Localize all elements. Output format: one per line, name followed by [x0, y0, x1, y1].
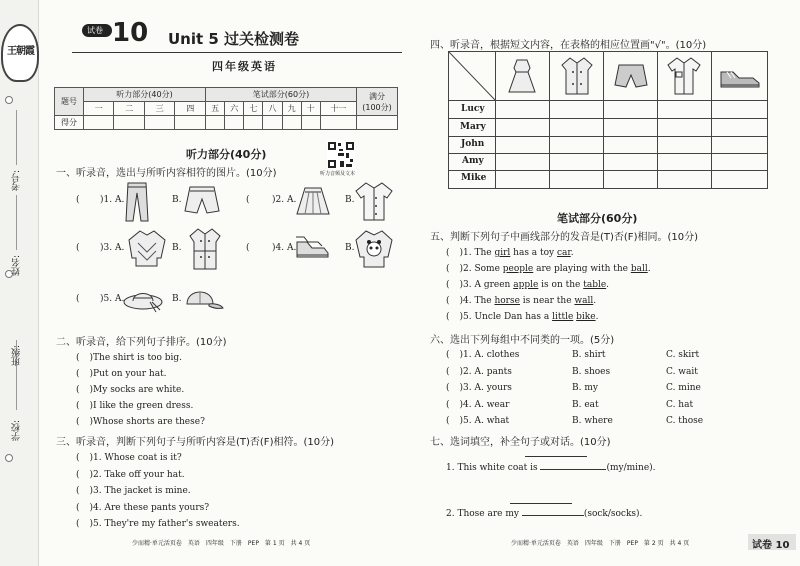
item-number: )1. A.: [100, 195, 125, 205]
score-cell[interactable]: [206, 116, 225, 130]
list-item: ()5. They're my father's sweaters.: [76, 519, 240, 529]
answer-paren[interactable]: (: [446, 366, 460, 377]
binding-hole: [5, 454, 13, 462]
test-number: 10: [112, 18, 149, 48]
list-item: ()The shirt is too big.: [76, 353, 183, 363]
name-amy: Amy: [462, 156, 484, 166]
section-1-heading: 一、听录音，选出与所听内容相符的图片。(10分): [56, 168, 277, 179]
col-1: 一: [84, 102, 114, 116]
answer-line[interactable]: [525, 456, 587, 457]
answer-paren[interactable]: (: [446, 248, 460, 258]
answer-paren[interactable]: (: [446, 312, 460, 322]
row-label: 题号: [55, 88, 84, 116]
answer-paren[interactable]: (: [246, 243, 250, 253]
list-item: ()2. Take off your hat.: [76, 469, 185, 480]
sun-hat-icon: [122, 282, 164, 314]
publisher-seal-logo: 王朝霞: [1, 24, 39, 82]
written-section-heading: 笔试部分(60分): [557, 212, 638, 225]
coat-icon: [561, 56, 593, 96]
list-item: ()4. Are these pants yours?: [76, 502, 210, 513]
score-cell[interactable]: [301, 116, 320, 130]
list-item: ()My socks are white.: [76, 385, 185, 395]
listening-section-heading: 听力部分(40分): [186, 148, 267, 161]
answer-paren[interactable]: (: [76, 486, 90, 496]
col-4: 四: [175, 102, 206, 116]
answer-paren[interactable]: (: [76, 294, 80, 304]
list-item: ()5. A. what B. where C. those: [446, 416, 704, 426]
section-4-heading: 四、听录音，根据短文内容，在表格的相应位置画"√"。(10分): [430, 40, 707, 51]
answer-paren[interactable]: (: [76, 417, 90, 427]
col-9: 九: [282, 102, 301, 116]
section-6-heading: 六、选出下列每组中不同类的一项。(5分): [430, 335, 615, 346]
answer-paren[interactable]: (: [446, 280, 460, 290]
cap-icon: [183, 286, 225, 312]
diagonal-cell: [449, 52, 495, 100]
qr-code-icon[interactable]: [327, 141, 355, 169]
col-3: 三: [144, 102, 174, 116]
item-number: )3. A.: [100, 243, 125, 253]
answer-paren[interactable]: (: [446, 416, 460, 426]
blank-field[interactable]: [522, 515, 584, 516]
score-row-label: 得分: [55, 116, 84, 130]
section-3-list: [76, 450, 240, 533]
score-cell[interactable]: [320, 116, 356, 130]
answer-paren[interactable]: (: [76, 385, 90, 395]
item-number: )4. A.: [272, 243, 297, 253]
score-cell[interactable]: [175, 116, 206, 130]
score-cell[interactable]: [225, 116, 244, 130]
name-john: John: [461, 139, 485, 149]
written-header: 笔试部分(60分): [206, 88, 357, 102]
name-lucy: Lucy: [461, 104, 485, 114]
class-label: 班级:: [12, 345, 22, 367]
col-11: 十一: [320, 102, 356, 116]
option-b-label: B.: [172, 294, 182, 304]
list-item: ()1. Whose coat is it?: [76, 453, 182, 463]
score-cell[interactable]: [357, 116, 398, 130]
panda-sweater-icon: [354, 228, 394, 270]
score-cell[interactable]: [114, 116, 144, 130]
list-item: ()3. The jacket is mine.: [76, 486, 191, 496]
page-subtitle: 四年级英语: [212, 60, 277, 73]
section-7-heading: 七、选词填空，补全句子或对话。(10分): [430, 437, 611, 448]
total-header: 满分 (100分): [357, 88, 398, 116]
col-10: 十: [301, 102, 320, 116]
fill-item: 2. Those are my (sock/socks).: [446, 509, 643, 519]
score-table: [54, 87, 398, 130]
shorts-icon: [614, 62, 648, 90]
blank-field[interactable]: [540, 469, 606, 470]
answer-paren[interactable]: (: [76, 469, 90, 480]
checklist-table: [448, 51, 768, 189]
option-b-label: B.: [345, 195, 355, 205]
answer-paren[interactable]: (: [76, 369, 90, 379]
binding-hole: [5, 96, 13, 104]
school-label: 学校:: [12, 420, 22, 442]
answer-paren[interactable]: (: [76, 502, 90, 513]
footer-left: 少而精·单元活页卷 英语 四年级 下册 PEP 第 1 页 共 4 页: [132, 540, 311, 547]
answer-line[interactable]: [510, 503, 572, 504]
listening-header: 听力部分(40分): [84, 88, 206, 102]
badge-pill: 试卷: [82, 24, 112, 37]
score-cell[interactable]: [144, 116, 174, 130]
section-3-heading: 三、听录音，判断下列句子与所听内容是(T)否(F)相符。(10分): [56, 437, 334, 448]
shirt-icon: [667, 56, 701, 96]
shirt-icon: [354, 180, 394, 222]
col-7: 七: [244, 102, 263, 116]
exam-number-label: 考号:: [12, 170, 22, 192]
option-b-label: B.: [172, 195, 182, 205]
section-6-list: [446, 347, 766, 430]
list-item: ()4. The horse is near the wall.: [446, 296, 597, 306]
score-cell[interactable]: [263, 116, 282, 130]
col-2: 二: [114, 102, 144, 116]
fill-item: 1. This white coat is (my/mine).: [446, 463, 656, 473]
dress-icon: [507, 58, 537, 94]
answer-paren[interactable]: (: [76, 195, 80, 205]
name-label: 姓名:: [12, 255, 22, 277]
answer-paren[interactable]: (: [76, 519, 90, 529]
answer-paren[interactable]: (: [446, 350, 460, 360]
coat-icon: [188, 227, 222, 271]
list-item: ()2. Some people are playing with the ball.: [446, 264, 651, 274]
page-title: Unit 5 过关检测卷: [168, 30, 300, 48]
score-cell[interactable]: [244, 116, 263, 130]
qr-caption: 听力音频及文本: [320, 171, 356, 177]
title-rule: [72, 52, 402, 53]
option-b-label: B.: [345, 243, 355, 253]
footer-right: 少而精·单元活页卷 英语 四年级 下册 PEP 第 2 页 共 4 页: [511, 540, 690, 547]
answer-paren[interactable]: (: [76, 401, 90, 411]
col-8: 八: [263, 102, 282, 116]
list-item: ()2. A. pants B. shoes C. wait: [446, 366, 698, 377]
answer-paren[interactable]: (: [446, 296, 460, 306]
shoes-icon: [294, 234, 330, 262]
sweater-icon: [126, 228, 168, 268]
shorts-icon: [184, 184, 220, 216]
list-item: ()Whose shorts are these?: [76, 417, 205, 427]
skirt-icon: [295, 185, 331, 217]
section-2-list: [76, 350, 205, 430]
list-item: ()4. A. wear B. eat C. hat: [446, 399, 694, 410]
item-number: )5. A.: [100, 294, 125, 304]
list-item: ()5. Uncle Dan has a little bike.: [446, 312, 599, 322]
col-6: 六: [225, 102, 244, 116]
name-mary: Mary: [460, 122, 486, 132]
answer-paren[interactable]: (: [446, 264, 460, 274]
exam-number-field[interactable]: [16, 110, 17, 165]
list-item: ()3. A. yours B. my C. mine: [446, 383, 701, 393]
option-b-label: B.: [172, 243, 182, 253]
list-item: ()1. The girl has a toy car.: [446, 248, 574, 258]
score-cell[interactable]: [282, 116, 301, 130]
answer-paren[interactable]: (: [76, 243, 80, 253]
answer-paren[interactable]: (: [76, 353, 90, 363]
section-5-list: [446, 245, 651, 325]
trousers-icon: [125, 181, 149, 223]
score-cell[interactable]: [84, 116, 114, 130]
answer-paren[interactable]: (: [446, 399, 460, 410]
footer-badge: 试卷 10: [748, 534, 796, 550]
answer-paren[interactable]: (: [446, 383, 460, 393]
answer-paren[interactable]: (: [246, 195, 250, 205]
section-5-heading: 五、判断下列句子中画线部分的发音是(T)否(F)相同。(10分): [430, 232, 698, 243]
section-2-heading: 二、听录音，给下列句子排序。(10分): [56, 337, 227, 348]
list-item: ()I like the green dress.: [76, 401, 194, 411]
list-item: ()1. A. clothes B. shirt C. skirt: [446, 350, 700, 360]
answer-paren[interactable]: (: [76, 453, 90, 463]
list-item: ()3. A green apple is on the table.: [446, 280, 610, 290]
item-number: )2. A.: [272, 195, 297, 205]
binding-margin: [0, 0, 39, 566]
shoes-icon: [719, 64, 761, 90]
col-5: 五: [206, 102, 225, 116]
name-field[interactable]: [16, 195, 17, 250]
list-item: ()Put on your hat.: [76, 369, 167, 379]
name-mike: Mike: [461, 173, 487, 183]
